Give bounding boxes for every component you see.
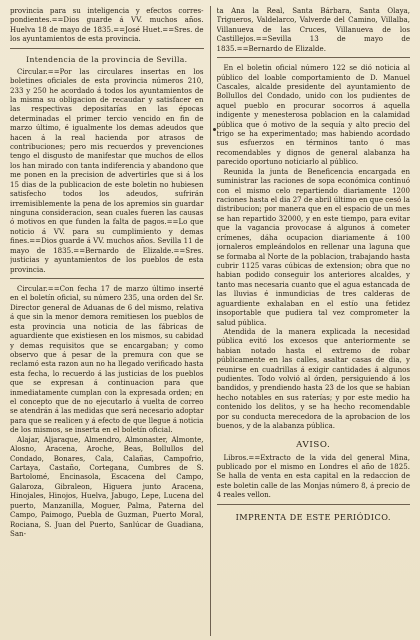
libros-notice: Libros.==Extracto de la vida del general Mina, publicado por el mismo en Londres el año de 1825. Se halla de venta en esta capital en la redaccion de este boletin calle de las Monjas número 8, á precio de 4 reales vellon. (216, 452, 410, 500)
aviso-heading: AVISO. (296, 439, 331, 450)
two-column-layout (10, 6, 410, 636)
news-paragraph-1: En el boletin oficial número 122 se dió noticia al público del loable comportamiento de D. Manuel Cascales, alcalde presidente del ayuntamiento de Bollullos del Condado, unido con los pudientes de aquel pueblo en procurar socorros á aquella indigente y menesterosa poblacion en la calamidad pública que ó motivo de la sequía y alto precio del trigo se ha experimentado; mas habiendo acordado sus esfuerzos en términos tanto ó mas recomendables y dignos de general alabanza ha parecido oportuno noticiarlo al público. (216, 63, 410, 167)
section-heading: Intendencia de la provincia de Sevilla. (26, 54, 188, 64)
circular-paragraph-1: Circular.==Por las circulares insertas en los boletines oficiales de esta provincia números 210, 233 y 250 he acordado á todos los ayuntamientos de la misma su obligacion de recaudar y satisfacer en las respectivas depositarías en las épocas determinadas el primer tercio vencido en fin de marzo último, é igualmente los demas adeudos que hacen á la real hacienda por atrasos de contribuciones; pero mis recuerdos y prevenciones tengo el disgusto de manifestar que muchos de ellos los han mirado con tanta indiferencia y abandono que me ponen en la precision de advertirles que si á los 15 dias de la publicacion de este boletin no hubiesen satisfecho todos los adeudos, sufrirán irremisiblemente la pena de los apremios sin guardar ninguna consideracion, sean cuales fueren las causas ó motivos en que funden la falta de pagos.==Lo que noticio á VV. para su cumplimiento y demas fines.==Dios guarde á VV. muchos años. Sevilla 11 de mayo de 1835.==Bernardo de Elizalde.==Sres. justicias y ayuntamientos de los pueblos de esta provincia. (10, 66, 204, 274)
news-paragraph-2: Reunida la junta de Beneficencia encargada en suministrar las raciones de sopa económica continuó con el mismo celo repartiendo diariamente 1200 raciones hasta el dia 27 de abril último en que cesó la distribucion; por manera que en el espacio de un mes se han repartido 32000, y en este tiempo, para evitar que la vagancia provocase á algunos á cometer crímenes, dáha ocupacion diariamente á 100 jornaleros empleándolos en rellenar una laguna que se formaba al Norte de la poblacion, trabajando hasta cubrir 1125 varas cúbicas de extension; obra que no habian podido conseguir los anteriores alcaldes, y tanto mas necesaria cuanto que el agua estancada de las lluvias é inmundicias de tres calderas de aguardiente exhalaban en el estío una fetidez insoportable que pudiera tal vez comprometer la salud pública. (216, 166, 410, 327)
town-list-paragraph: Alajar, Aljaraque, Almendro, Almonaster, Almonte, Alosno, Aracena, Aroche, Beas, Bollullos del Condado, Bonares, Cala, Calañas, Campofrio, Cartaya, Castaño, Cortegana, Cumbres de S. Bartolomé, Encinasola, Escacena del Campo, Galaroza, Gibraleon, Higuera junto Aracena, Hinojales, Hinojos, Huelva, Jabugo, Lepe, Lucena del puerto, Manzanilla, Moguer, Palma, Paterna del Campo, Paimogo, Puebla de Guzman, Puerto Moral, Rociana, S. Juan del Puerto, Sanlúcar de Guadiana, San- (10, 434, 204, 538)
left-column (10, 6, 204, 636)
imprint-line: IMPRENTA DE ESTE PERIÓDICO. (235, 511, 391, 522)
town-list-continuation: ta Ana la Real, Santa Bárbara, Santa Olaya, Trigueros, Valdelarco, Valverde del Camino, Villalba, Villanueva de las Cruces, Villanueva de los Castillejos.==Sevilla 13 de mayo de 1835.==Bernardo de Elizalde. (216, 6, 410, 53)
circular-paragraph-2: Circular.==Con fecha 17 de marzo último inserté en el boletín oficial, su número 235, una orden del Sr. Director general de Aduanas de 6 del mismo, relativa á que sin la menor demora remitiesen los pueblos de esta provincia una noticia de las fábricas de aguardiente que existiesen en los mismos, su cabidad y demas requisitos que se encargaban; y como observo que á pesar de la premura con que se reclamó esta razon aun no ha llegado verificado hasta esta fecha, lo recuerdo á las justicias de los pueblos que se expresan á continuacion para que inmediatamente cumplan con la expresada orden; en el concepto que de no ejecutarlo á vuelta de correo se atendrán á las medidas que será necesario adoptar para que se realicen y á efecto de que llegue á noticia de los mismos, se inserta en el boletín oficial. (10, 283, 204, 435)
intro-paragraph: provincia para su inteligencia y efectos corres-pondientes.==Dios guarde á VV. muchos años. Huelva 18 de mayo de 1835.==José Huet.==Sres. de los ayuntamientos de esta provincia. (10, 6, 204, 44)
right-column (217, 6, 411, 636)
section-divider (10, 278, 204, 279)
ink-blot (213, 128, 216, 131)
section-divider (217, 504, 411, 505)
column-rule (210, 6, 211, 636)
news-paragraph-3: Atendida de la manera explicada la necesidad pública evitó los excesos que anteriormente se habian notado hasta el extremo de robar públicamente en las calles, asaltar casas de dia, y reunirse en cuadrillas á exigir cantidades á algunos pudientes. Todo volvió al órden, persiguiendo á los bandidos, y prendiendo hasta 23 de los que se habian hecho notables en sus raterías; y por este medio ha contenido los delitos, y se ha hecho recomendable por su conducta merecedora de la aprobacion de los buenos, y de la alabanza pública. (216, 326, 410, 431)
section-divider (217, 57, 411, 58)
section-divider (10, 48, 204, 49)
